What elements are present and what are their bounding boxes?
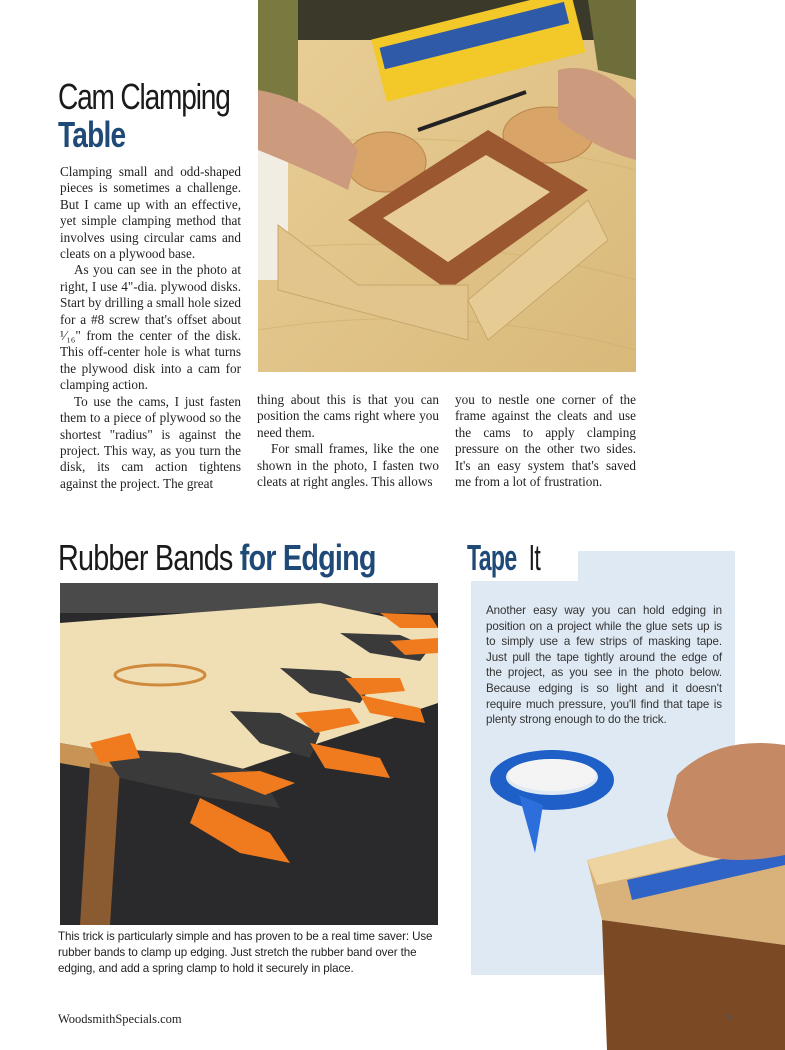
masking-tape-photo xyxy=(487,735,785,1050)
rubber-bands-photo xyxy=(60,583,438,925)
cam-text-column-1 xyxy=(60,164,241,492)
cam-clamping-title xyxy=(58,78,258,154)
cam-title-light: Cam Clamping xyxy=(58,76,230,117)
cam-text-column-2 xyxy=(257,392,439,490)
tape-it-title xyxy=(463,537,578,581)
page-number: 9 xyxy=(726,1012,732,1024)
cam-paragraph-2: As you can see in the photo at right, I use 4"-dia. plywood disks. Start by drilling a small hole sized for a #8 screw that's offset about ¹⁄₁₆" from the center of the disk. This off-center hole is what turns the plywood disk into a cam for clamping action. xyxy=(60,262,241,393)
cam-clamping-photo xyxy=(258,0,636,372)
cam-text-column-3 xyxy=(455,392,636,490)
bands-title-light: Rubber Bands xyxy=(58,537,240,578)
tape-it-text: Another easy way you can hold edging in position on a project while the glue sets up is to simply use a few strips of masking tape. Just pull the tape tightly around the edge of the project, as you see in the photo below. Because edging is so light and it doesn't require much pressure, you'll find that tape is plenty strong enough to do the trick. xyxy=(486,604,722,727)
cam-paragraph-5: For small frames, like the one shown in the photo, I fasten two cleats at right angles. This allows xyxy=(257,441,439,490)
bands-title-bold: for Edging xyxy=(239,537,376,578)
cam-paragraph-3: To use the cams, I just fasten them to a piece of plywood so the shortest "radius" is against the project. This way, as you turn the disk, its cam action tightens against the project. The great xyxy=(60,393,241,491)
cam-paragraph-6: you to nestle one corner of the frame against the cleats and use the cams to apply clamping pressure on the other two sides. It's an easy system that's saved me from a lot of frustration. xyxy=(455,392,636,490)
cam-title-bold: Table xyxy=(58,114,126,155)
cam-paragraph-1: Clamping small and odd-shaped pieces is sometimes a challenge. But I came up with an effective, yet simple clamping method that involves using circular cams and cleats on a plywood base. xyxy=(60,164,241,262)
footer-website: WoodsmithSpecials.com xyxy=(58,1012,182,1026)
tape-title-bold: Tape xyxy=(467,537,517,578)
rubber-bands-caption: This trick is particularly simple and has proven to be a real time saver: Use rubber bands to clamp up edging. Just stretch the rubber band over the edging, and add a spring clamp to hold it securely in place. xyxy=(58,930,433,975)
tape-title-light: It xyxy=(528,537,541,578)
rubber-bands-title xyxy=(58,537,376,579)
cam-paragraph-4: thing about this is that you can position the cams right where you need them. xyxy=(257,392,439,440)
